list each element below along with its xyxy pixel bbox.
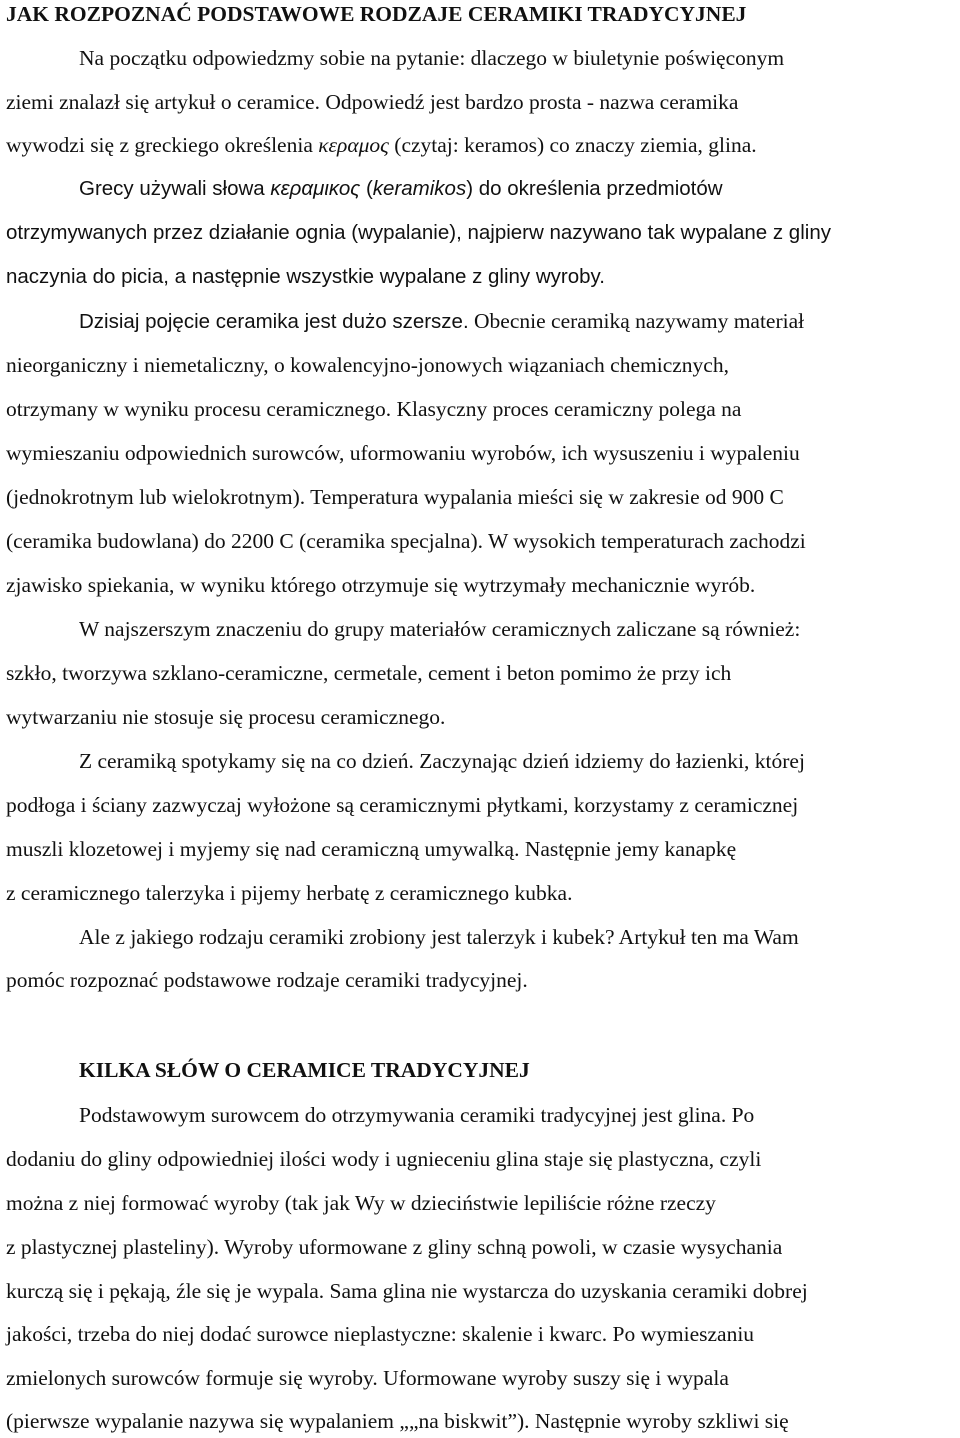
paragraph-line: ziemi znalazł się artykuł o ceramice. Odpowiedź jest bardzo prosta - nazwa ceramika <box>6 90 739 114</box>
paragraph-line: z ceramicznego talerzyka i pijemy herbatę z ceramicznego kubka. <box>6 881 573 905</box>
text-span: Dzisiaj pojęcie ceramika jest dużo szersze. <box>79 310 469 333</box>
paragraph-line <box>79 175 723 203</box>
text-span: ( <box>360 177 373 200</box>
text-span: Grecy używali słowa <box>79 177 271 200</box>
paragraph-line: otrzymany w wyniku procesu ceramicznego. Klasyczny proces ceramiczny polega na <box>6 397 742 421</box>
paragraph-line: Podstawowym surowcem do otrzymywania ceramiki tradycyjnej jest glina. Po <box>79 1103 755 1127</box>
transliteration: keramikos <box>372 177 467 200</box>
paragraph-line <box>79 307 804 336</box>
text-span: wywodzi się z greckiego określenia <box>6 133 319 157</box>
paragraph-line: można z niej formować wyroby (tak jak Wy w dzieciństwie lepiliście różne rzeczy <box>6 1191 716 1215</box>
paragraph-line: jakości, trzeba do niej dodać surowce nieplastyczne: skalenie i kwarc. Po wymieszaniu <box>6 1322 755 1346</box>
paragraph-line: muszli klozetowej i myjemy się nad ceramiczną umywalką. Następnie jemy kanapkę <box>6 837 737 861</box>
paragraph-line: dodaniu do gliny odpowiedniej ilości wody i ugnieceniu glina staje się plastyczna, czyli <box>6 1147 762 1171</box>
paragraph-line: naczynia do picia, a następnie wszystkie wypalane z gliny wyroby. <box>6 265 605 288</box>
text-span: (czytaj: keramos) co znaczy ziemia, glina. <box>388 133 757 157</box>
greek-word: κεραμικος <box>270 177 361 200</box>
paragraph-line: pomóc rozpoznać podstawowe rodzaje ceramiki tradycyjnej. <box>6 968 528 992</box>
paragraph-line: (pierwsze wypalanie nazywa się wypalaniem „„na biskwit”). Następnie wyroby szkliwi się <box>6 1409 789 1433</box>
paragraph-line: (ceramika budowlana) do 2200 C (ceramika specjalna). W wysokich temperaturach zachodzi <box>6 529 806 553</box>
paragraph-line: kurczą się i pękają, źle się je wypala. Sama glina nie wystarcza do uzyskania ceramiki dobrej <box>6 1279 808 1303</box>
paragraph-line: W najszerszym znaczeniu do grupy materiałów ceramicznych zaliczane są również: <box>79 617 801 641</box>
paragraph-line <box>6 131 757 159</box>
greek-word: κεραμος <box>318 133 389 157</box>
paragraph-line: podłoga i ściany zazwyczaj wyłożone są ceramicznymi płytkami, korzystamy z ceramicznej <box>6 793 799 817</box>
paragraph-line: zmielonych surowców formuje się wyroby. Uformowane wyroby suszy się i wypala <box>6 1366 729 1390</box>
paragraph-line: zjawisko spiekania, w wyniku którego otrzymuje się wytrzymały mechanicznie wyrób. <box>6 573 756 597</box>
section-heading: JAK ROZPOZNAĆ PODSTAWOWE RODZAJE CERAMIKI TRADYCYJNEJ <box>6 2 747 26</box>
text-span: ) do określenia przedmiotów <box>466 177 723 200</box>
text-span: Obecnie ceramiką nazywamy materiał <box>468 309 805 333</box>
paragraph-line: Z ceramiką spotykamy się na co dzień. Zaczynając dzień idziemy do łazienki, której <box>79 749 805 773</box>
paragraph-line: z plastycznej plasteliny). Wyroby uformowane z gliny schną powoli, w czasie wysychania <box>6 1235 783 1259</box>
paragraph-line: (jednokrotnym lub wielokrotnym). Temperatura wypalania mieści się w zakresie od 900 C <box>6 485 784 509</box>
section-heading: KILKA SŁÓW O CERAMICE TRADYCYJNEJ <box>79 1058 530 1082</box>
paragraph-line: Ale z jakiego rodzaju ceramiki zrobiony jest talerzyk i kubek? Artykuł ten ma Wam <box>79 925 799 949</box>
paragraph-line: wytwarzaniu nie stosuje się procesu ceramicznego. <box>6 705 446 729</box>
paragraph-line: nieorganiczny i niemetaliczny, o kowalencyjno-jonowych wiązaniach chemicznych, <box>6 353 729 377</box>
paragraph-line: Na początku odpowiedzmy sobie na pytanie: dlaczego w biuletynie poświęconym <box>79 46 785 70</box>
paragraph-line: szkło, tworzywa szklano-ceramiczne, cermetale, cement i beton pomimo że przy ich <box>6 661 732 685</box>
paragraph-line: otrzymywanych przez działanie ognia (wypalanie), najpierw nazywano tak wypalane z gliny <box>6 221 831 244</box>
paragraph-line: wymieszaniu odpowiednich surowców, uformowaniu wyrobów, ich wysuszeniu i wypaleniu <box>6 441 800 465</box>
